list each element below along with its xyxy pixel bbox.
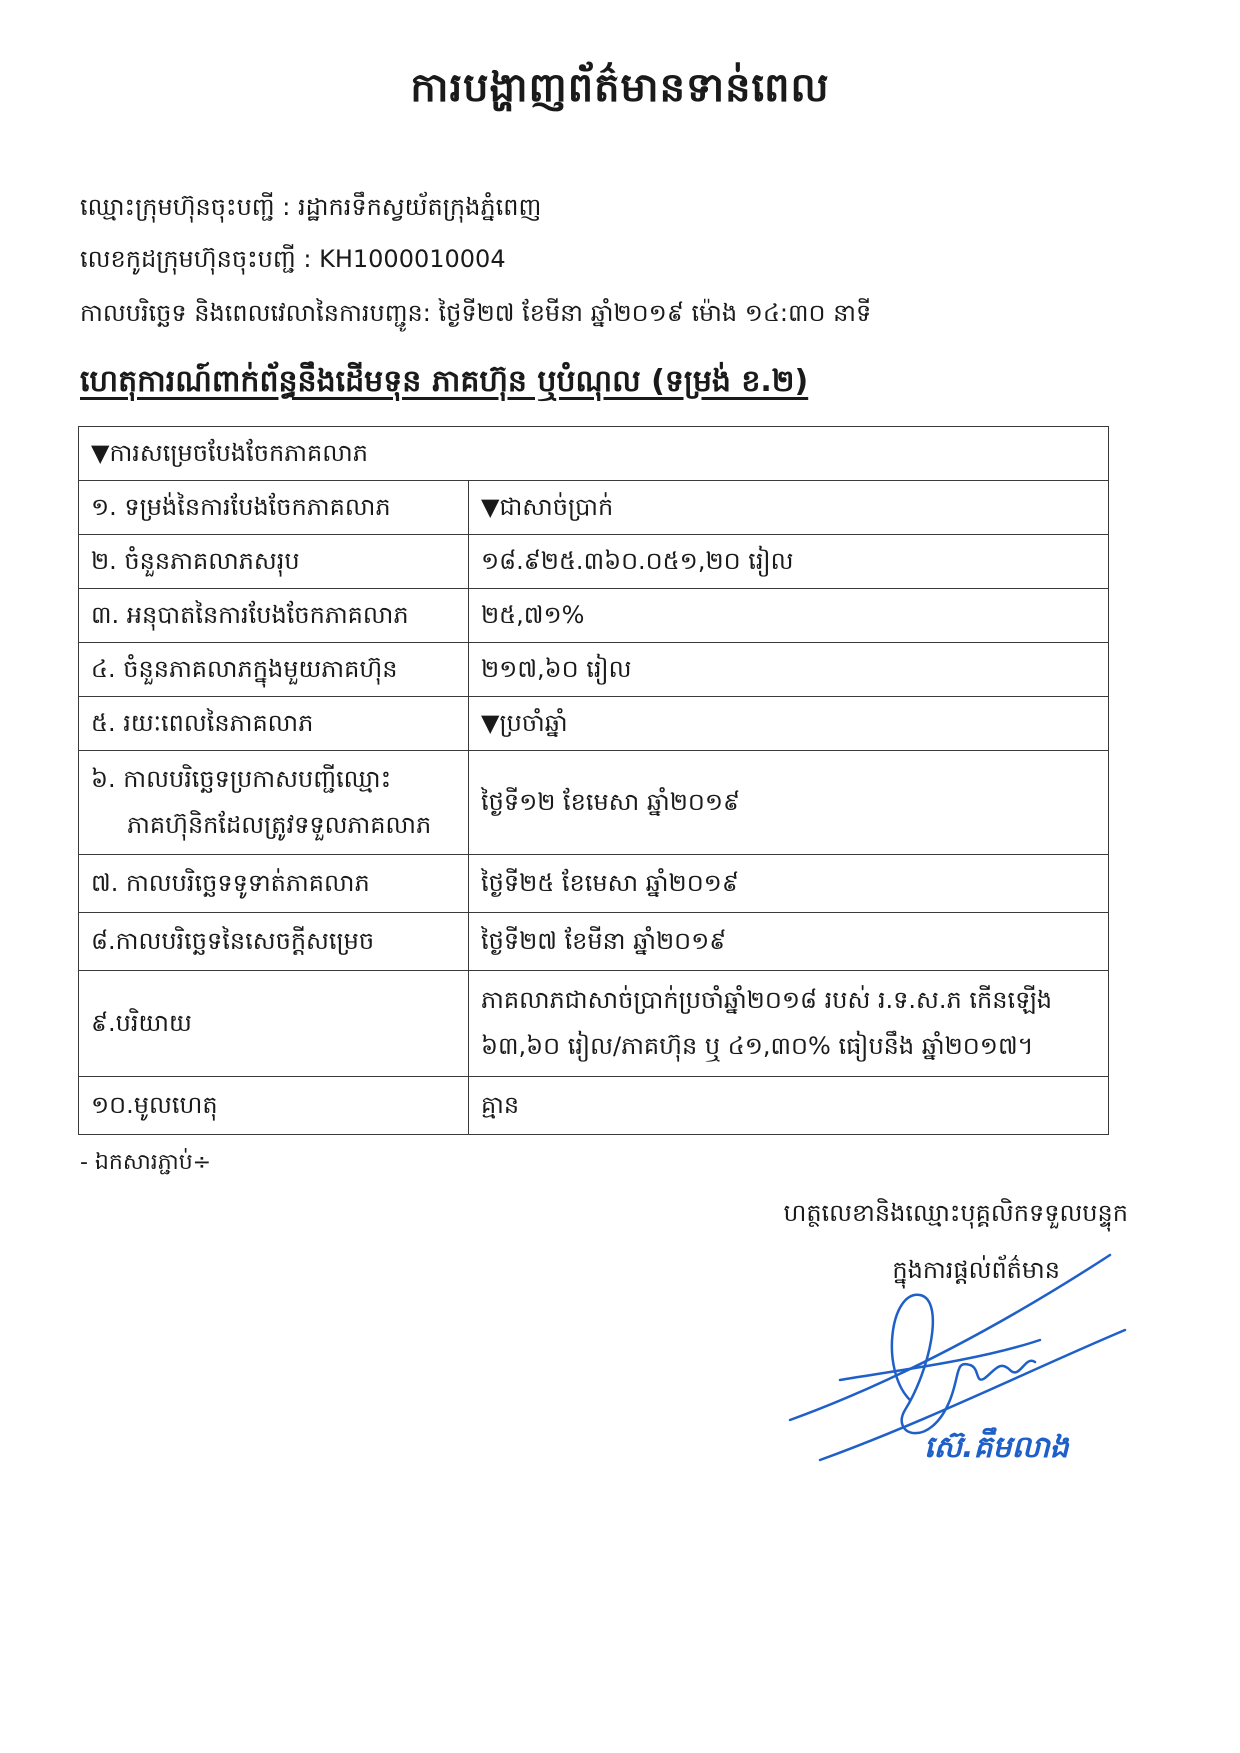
row-value: ២៥,៧១% xyxy=(469,589,1109,643)
submission-datetime-label: កាលបរិច្ឆេទ និងពេលវេលានៃការបញ្ជូន: xyxy=(80,299,431,327)
row-value: ថ្ងៃទី១២ ខែមេសា ឆ្នាំ២០១៩ xyxy=(469,751,1109,855)
dividend-table xyxy=(78,426,1109,1135)
company-code-line xyxy=(80,244,506,279)
company-name-label: ឈ្មោះក្រុមហ៊ុនចុះបញ្ជី : xyxy=(80,193,291,221)
table-row xyxy=(79,1077,1109,1135)
row-label: ២. ចំនួនភាគលាភសរុប xyxy=(79,535,469,589)
signature-caption-line1: ហត្ថលេខានិងឈ្មោះបុគ្គលិកទទួលបន្ទុក xyxy=(783,1199,1128,1227)
company-name-line xyxy=(80,192,541,227)
row-value: ថ្ងៃទី២៥ ខែមេសា ឆ្នាំ២០១៩ xyxy=(469,855,1109,913)
signature-stroke xyxy=(840,1340,1040,1380)
company-name-value: រដ្ឋាករទឹកស្វយ័តក្រុងភ្នំពេញ xyxy=(298,193,542,221)
section-subtitle: ហេតុការណ៍ពាក់ព័ន្ធនឹងដើមទុន ភាគហ៊ុន ឬបំណុល (ទម្រង់ ខ.២) xyxy=(80,364,809,399)
table-row xyxy=(79,643,1109,697)
table-row xyxy=(79,751,1109,855)
row-value xyxy=(469,971,1109,1077)
document-title: ការបង្ហាញព័ត៌មានទាន់ពេល xyxy=(410,65,830,111)
row-value: ថ្ងៃទី២៧ ខែមីនា ឆ្នាំ២០១៩ xyxy=(469,913,1109,971)
row-value-line1: ភាគលាភជាសាច់ប្រាក់ប្រចាំឆ្នាំ២០១៨ របស់ រ.ទ.ស.ភ កើនឡើង xyxy=(481,985,1053,1014)
company-code-label: លេខកូដក្រុមហ៊ុនចុះបញ្ជី : xyxy=(80,245,312,273)
signature-caption-line2: ក្នុងការផ្ដល់ព័ត៌មាន xyxy=(892,1256,1060,1284)
table-row xyxy=(79,913,1109,971)
row-label: ៩.បរិយាយ xyxy=(79,971,469,1077)
table-section-header[interactable]: ▼ការសម្រេចបែងចែកភាគលាភ xyxy=(79,427,1109,481)
table-row xyxy=(79,535,1109,589)
row-label xyxy=(79,751,469,855)
table-row xyxy=(79,971,1109,1077)
attachments-note: - ឯកសារភ្ជាប់÷ xyxy=(80,1150,212,1175)
row-label: ១. ទម្រង់នៃការបែងចែកភាគលាភ xyxy=(79,481,469,535)
table-row xyxy=(79,481,1109,535)
signature-stroke xyxy=(790,1255,1110,1420)
row-label: ៥. រយៈពេលនៃភាគលាភ xyxy=(79,697,469,751)
submission-datetime-line xyxy=(80,298,871,333)
row-label: ១០.មូលហេតុ xyxy=(79,1077,469,1135)
table-row xyxy=(79,589,1109,643)
row-value-line2: ៦៣,៦០ រៀល/ភាគហ៊ុន ឬ ៤១,៣០% ធៀបនឹង ឆ្នាំ២០១៧។ xyxy=(481,1031,1034,1060)
company-code-value: KH1000010004 xyxy=(319,245,506,273)
row-label: ៤. ចំនួនភាគលាភក្នុងមួយភាគហ៊ុន xyxy=(79,643,469,697)
row-value: ១៨.៩២៥.៣៦០.០៥១,២០ រៀល xyxy=(469,535,1109,589)
row-label-line1: ៦. កាលបរិច្ឆេទប្រកាសបញ្ជីឈ្មោះ xyxy=(91,764,392,793)
row-value-dropdown[interactable]: ▼ជាសាច់ប្រាក់ xyxy=(469,481,1109,535)
row-label: ៨.កាលបរិច្ឆេទនៃសេចក្ដីសម្រេច xyxy=(79,913,469,971)
table-section-header-row xyxy=(79,427,1109,481)
table-row xyxy=(79,697,1109,751)
table-row xyxy=(79,855,1109,913)
submission-datetime-value: ថ្ងៃទី២៧ ខែមីនា ឆ្នាំ២០១៩ ម៉ោង ១៤:៣០ នាទី xyxy=(438,299,872,327)
row-label-line2: ភាគហ៊ុនិកដែលត្រូវទទួលភាគលាភ xyxy=(127,810,432,839)
row-value-dropdown[interactable]: ▼ប្រចាំឆ្នាំ xyxy=(469,697,1109,751)
row-value: ២១៧,៦០ រៀល xyxy=(469,643,1109,697)
row-label: ៧. កាលបរិច្ឆេទទូទាត់ភាគលាភ xyxy=(79,855,469,913)
signer-name: ស៊េ.គឹមលាង xyxy=(924,1430,1069,1465)
row-value: គ្មាន xyxy=(469,1077,1109,1135)
row-label: ៣. អនុបាតនៃការបែងចែកភាគលាភ xyxy=(79,589,469,643)
